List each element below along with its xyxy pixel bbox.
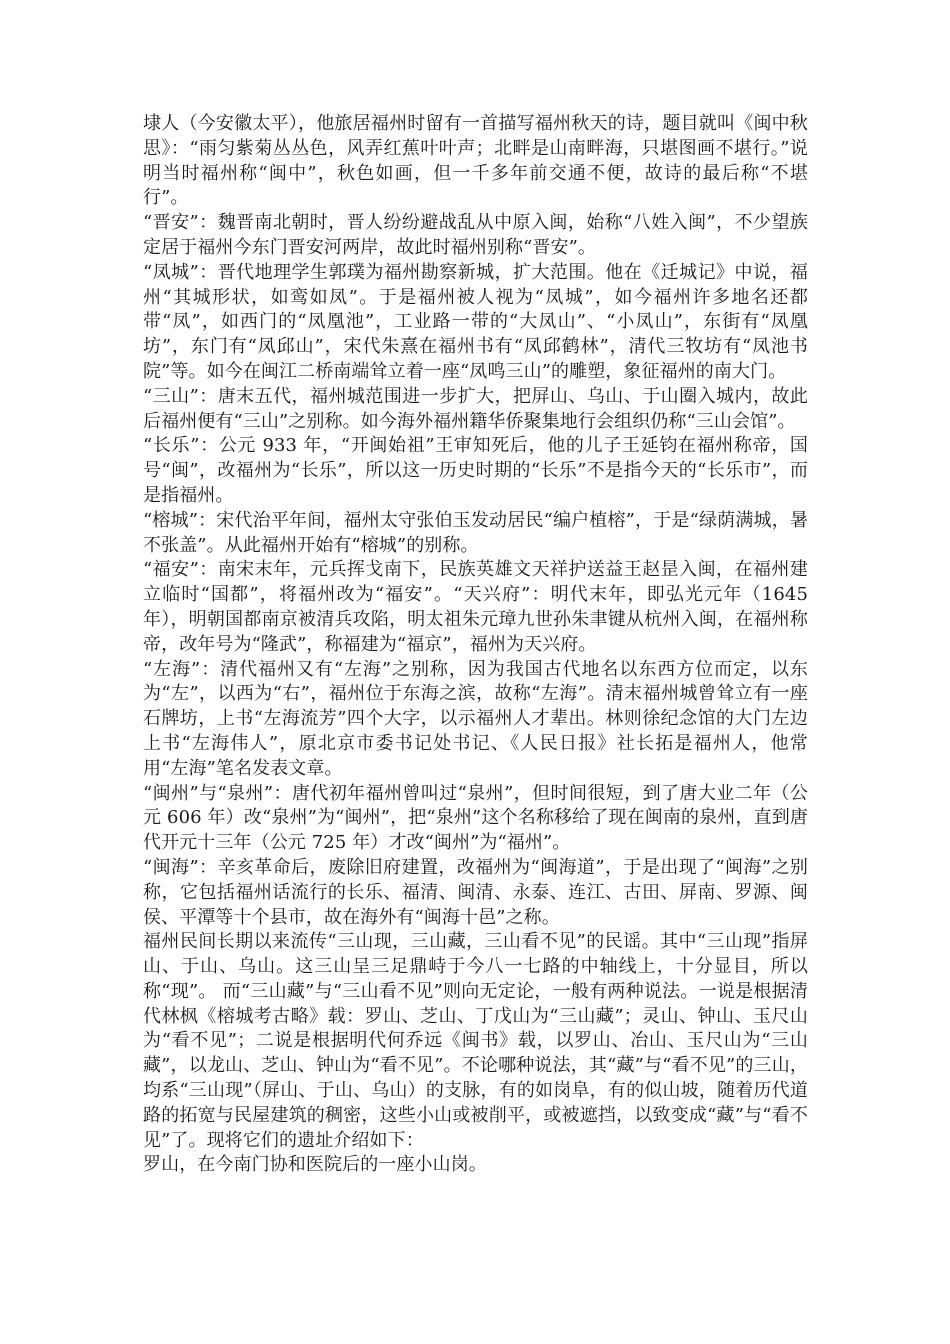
paragraph-fu-an: “福安”：南宋末年，元兵挥戈南下，民族英雄文天祥护送益王赵昰入闽，在福州建立临时“国都”，将福州改为“福安”。“天兴府”：明代末年，即弘光元年（1645 年），明朝国都南京被清兵攻陷，明太祖朱元璋九世孙朱聿键从杭州入闽，在福州称帝，改年号为“隆武”，称福建为“福京”，福州为天兴府。 [143,559,808,655]
paragraph-rong-cheng: “榕城”：宋代治平年间，福州太守张伯玉发动居民“编户植榕”，于是“绿荫满城，暑不张盖”。从此福州开始有“榕城”的别称。 [143,509,808,556]
paragraph-san-shan-folk-rhyme: 福州民间长期以来流传“三山现，三山藏，三山看不见”的民谣。其中“三山现”指屏山、于山、乌山。这三山呈三足鼎峙于今八一七路的中轴线上，十分显目，所以称“现”。 而“三山藏”与“三山看不见”则向无定论，一般有两种说法。一说是根据清代林枫《榕城考古略》载：罗山、芝山、丁戊山为“三山藏”；灵山、钟山、玉尺山为“看不见”；二说是根据明代何乔远《闽书》载，以罗山、冶山、玉尺山为“三山藏”，以龙山、芝山、钟山为“看不见”。不论哪种说法，其“藏”与“看不见”的三山，均系“三山现”（屏山、于山、乌山）的支脉，有的如岗阜，有的似山坡，随着历代道路的拓宽与民屋建筑的稠密，这些小山或被削平，或被遮挡，以致变成“藏”与“看不见”了。现将它们的遗址介绍如下： [143,931,808,1151]
paragraph-san-shan: “三山”：唐末五代，福州城范围进一步扩大，把屏山、乌山、于山圈入城内，故此后福州便有“三山”之别称。如今海外福州籍华侨聚集地行会组织仍称“三山会馆”。 [143,385,808,432]
paragraph-min-hai: “闽海”：辛亥革命后，废除旧府建置，改福州为“闽海道”，于是出现了“闽海”之别称，它包括福州话流行的长乐、福清、闽清、永泰、连江、古田、屏南、罗源、闽侯、平潭等十个县市，故在海外有“闽海十邑”之称。 [143,856,808,928]
paragraph-jin-an: “晋安”：魏晋南北朝时，晋人纷纷避战乱从中原入闽，始称“八姓入闽”，不少望族定居于福州今东门晋安河两岸，故此时福州别称“晋安”。 [143,212,808,258]
paragraph-chang-le: “长乐”：公元 933 年，“开闽始祖”王审知死后，他的儿子王延钧在福州称帝，国号“闽”，改福州为“长乐”，所以这一历史时期的“长乐”不是指今天的“长乐市”，而是指福州。 [143,435,808,506]
document-page [143,112,808,1178]
paragraph-luo-shan: 罗山，在今南门协和医院后的一座小山岗。 [143,1154,487,1176]
paragraph-min-zhong-qiu-si: 埭人（今安徽太平），他旅居福州时留有一首描写福州秋天的诗，题目就叫《闽中秋思》：“雨匀紫菊丛丛色，风弄红蕉叶叶声；北畔是山南畔海，只堪图画不堪行。”说明当时福州称“闽中”，秋色如画，但一千多年前交通不便，故诗的最后称“不堪行”。 [143,113,808,209]
paragraph-feng-cheng: “凤城”：晋代地理学生郭璞为福州勘察新城，扩大范围。他在《迁城记》中说，福州“其城形状，如鸾如凤”。于是福州被人视为“凤城”，如今福州许多地名还都带“凤”，如西门的“凤凰池”，工业路一带的“大凤山”、“小凤山”，东街有“凤凰坊”，东门有“凤邱山”，宋代朱熹在福州书有“凤邱鹤林”，清代三牧坊有“凤池书院”等。如今在闽江二桥南端耸立着一座“凤鸣三山”的雕塑，象征福州的南大门。 [143,261,808,382]
paragraph-min-zhou-quan-zhou: “闽州”与“泉州”：唐代初年福州曾叫过“泉州”，但时间很短，到了唐大业二年（公元 606 年）改“泉州”为“闽州”，把“泉州”这个名称移给了现在闽南的泉州，直到唐代开元十三年（公元 725 年）才改“闽州”为“福州”。 [143,782,808,854]
paragraph-zuo-hai: “左海”：清代福州又有“左海”之别称，因为我国古代地名以东西方位而定，以东为“左”，以西为“右”，福州位于东海之滨，故称“左海”。清末福州城曾耸立有一座石牌坊，上书“左海流芳”四个大字，以示福州人才辈出。林则徐纪念馆的大门左边上书“左海伟人”，原北京市委书记处书记、《人民日报》社长拓是福州人，他常用“左海”笔名发表文章。 [143,658,808,779]
